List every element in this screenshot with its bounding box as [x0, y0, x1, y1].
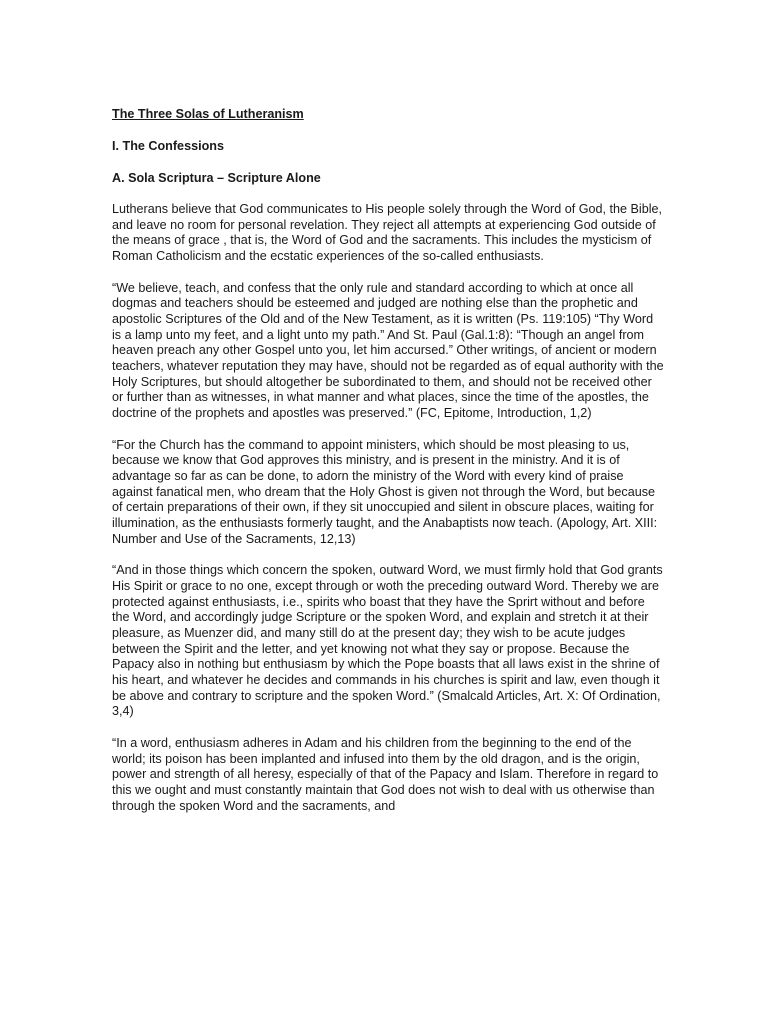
- paragraph-intro: Lutherans believe that God communicates to His people solely through the Word of God, the Bible, and leave no room for personal revelation. They reject all attempts at experiencing God outside of the means of grace , that is, the Word of God and the sacraments. This includes the mysticism of Roman Catholicism and the ecstatic experiences of the so-called enthusiasts.: [112, 202, 663, 264]
- subsection-heading: A. Sola Scriptura – Scripture Alone: [112, 171, 321, 185]
- document-body: [112, 106, 664, 830]
- paragraph-enthusiasm-quote: “In a word, enthusiasm adheres in Adam and his children from the beginning to the end of the world; its poison has been implanted and infused into them by the old dragon, and is the origin, power and strength of all heresy, especially of that of the Papacy and Islam. Therefore in regard to this we ought and must constantly maintain that God does not wish to deal with us otherwise than through the spoken Word and the sacraments, and: [112, 735, 659, 813]
- section-heading: I. The Confessions: [112, 139, 224, 153]
- paragraph-apology-quote: “For the Church has the command to appoint ministers, which should be most pleasing to us, because we know that God approves this ministry, and is present in the ministry. And it is of advantage so far as can be done, to adorn the ministry of the Word with every kind of praise against fanatical men, who dream that the Holy Ghost is given not through the Word, but because of certain preparations of their own, if they sit unoccupied and silent in obscure places, waiting for illumination, as the enthusiasts formerly taught, and the Anabaptists now teach. (Apology, Art. XIII: Number and Use of the Sacraments, 12,13): [112, 437, 658, 546]
- paragraph-smalcald-quote: “And in those things which concern the spoken, outward Word, we must firmly hold that God grants His Spirit or grace to no one, except through or woth the preceding outward Word. Thereby we are protected against enthusiasts, i.e., spirits who boast that they have the Sprirt without and before the Word, and accordingly judge Scripture or the spoken Word, and explain and stretch it at their pleasure, as Muenzer did, and many still do at the present day; they wish to be acute judges between the Spirit and the letter, and yet knowing not what they say or propose. Because the Papacy also in nothing but enthusiasm by which the Pope boasts that all laws exist in the shrine of his heart, and whatever he decides and commands in his churches is spirit and law, even though it be above and contrary to scripture and the spoken Word.” (Smalcald Articles, Art. X: Of Ordination, 3,4): [112, 563, 663, 719]
- document-title: The Three Solas of Lutheranism: [112, 107, 304, 121]
- paragraph-fc-epitome-quote: “We believe, teach, and confess that the only rule and standard according to which at once all dogmas and teachers should be esteemed and judged are nothing else than the prophetic and apostolic Scriptures of the Old and of the New Testament, as it is written (Ps. 119:105) “Thy Word is a lamp unto my feet, and a light unto my path.” And St. Paul (Gal.1:8): “Though an angel from heaven preach any other Gospel unto you, let him accursed.” Other writings, of ancient or modern teachers, whatever reputation they may have, should not be regarded as of equal authority with the Holy Scriptures, but should altogether be subordinated to them, and should not be received other or further than as witnesses, in what manner and what places, since the time of the apostles, the doctrine of the prophets and apostles was preserved.” (FC, Epitome, Introduction, 1,2): [112, 280, 664, 421]
